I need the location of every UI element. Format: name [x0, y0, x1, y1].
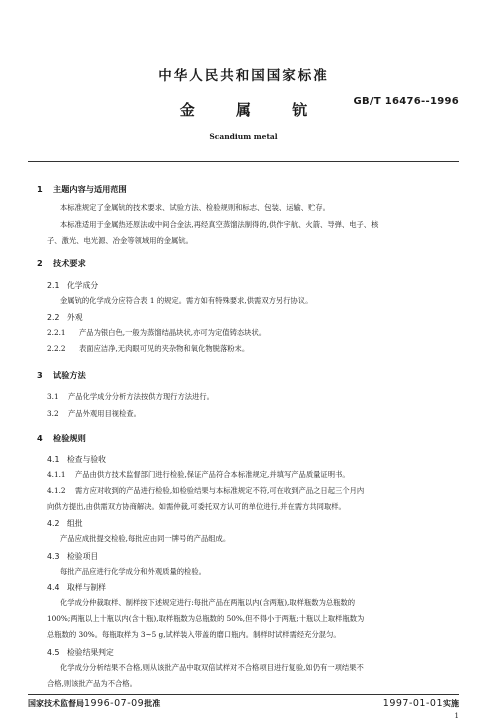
approving-authority: 国家技术监督局	[28, 699, 84, 708]
clause-number: 2.2.1	[47, 328, 66, 337]
subsection-4-5-heading	[47, 647, 114, 658]
approval-date: 1996-07-09	[84, 698, 145, 709]
clause-number: 3.1	[47, 392, 59, 401]
clause-text: 表面应洁净,无肉眼可见的夹杂物和氧化物脱落粉末。	[79, 344, 250, 353]
subsection-4-3-heading	[47, 551, 98, 562]
approval-label: 批准	[144, 699, 161, 708]
clause-number: 4.1.1	[47, 470, 66, 479]
subsection-title: 检查与验收	[67, 455, 106, 464]
implementation-date: 1997-01-01	[382, 698, 443, 709]
section-1-paragraph-2-line-1: 本标准适用于金属热还原法或中间合金法,再经真空蒸馏法制得的,供作宇航、火箭、导弹、电子、核	[60, 220, 379, 229]
section-number: 4	[37, 433, 43, 443]
subsection-title: 检验结果判定	[67, 648, 114, 657]
subsection-4-4-line-1: 化学成分仲裁取样、制样按下述规定进行:每批产品在两瓶以内(含两瓶),取样瓶数为总瓶数的	[60, 598, 356, 607]
standard-title-english: Scandium metal	[209, 132, 278, 141]
subsection-4-4-line-3: 总瓶数的 30%。每瓶取样为 3~5 g,试样装入带盖的磨口瓶内。制样时试样需经充分混匀。	[47, 630, 341, 639]
header-divider	[28, 161, 459, 162]
subsection-number: 2.1	[47, 281, 60, 290]
clause-text: 产品由供方技术监督部门进行检验,保证产品符合本标准规定,并填写产品质量证明书。	[75, 470, 350, 479]
subsection-4-5-line-1: 化学成分分析结果不合格,则从该批产品中取双倍试样对不合格项目进行复验,如仍有一项结果不	[60, 663, 364, 672]
subsection-title: 取样与制样	[67, 583, 106, 592]
section-number: 2	[37, 258, 43, 268]
subsection-2-1-text: 金属钪的化学成分应符合表 1 的规定。需方如有特殊要求,供需双方另行协议。	[60, 296, 313, 305]
subsection-title: 化学成分	[67, 281, 99, 290]
footer-divider	[28, 694, 459, 695]
section-1-heading	[37, 184, 127, 195]
section-3-heading	[37, 370, 86, 381]
clause-number: 4.1.2	[47, 486, 66, 495]
subsection-4-1-heading	[47, 454, 106, 465]
section-title: 检验规则	[53, 433, 86, 443]
clause-4-1-2-line-1	[47, 486, 364, 496]
clause-2-2-1	[47, 328, 266, 338]
subsection-number: 4.4	[47, 583, 60, 592]
clause-text: 需方应对收到的产品进行检验,如检验结果与本标准规定不符,可在收到产品之日起三个月内	[75, 486, 365, 495]
section-1-paragraph-2-line-2: 子、激光、电光源、冶金等领域用的金属钪。	[47, 236, 193, 245]
subsection-number: 4.2	[47, 519, 60, 528]
implementation-line	[383, 698, 459, 709]
clause-4-1-2-line-2: 向供方提出,由供需双方协商解决。如需仲裁,可委托双方认可的单位进行,并在需方共同取样。	[47, 502, 346, 511]
section-4-heading	[37, 433, 86, 444]
subsection-4-3-text: 每批产品应进行化学成分和外观质量的检验。	[60, 567, 206, 576]
subsection-4-4-line-2: 100%;两瓶以上十瓶以内(含十瓶),取样瓶数为总瓶数的 50%,但不得小于两瓶;十瓶以上取样瓶数为	[47, 614, 365, 623]
issuing-body-title: 中华人民共和国国家标准	[158, 68, 329, 84]
subsection-4-2-heading	[47, 518, 83, 529]
section-title: 试验方法	[53, 370, 86, 380]
subsection-number: 4.1	[47, 455, 60, 464]
subsection-title: 组批	[67, 519, 83, 528]
subsection-number: 4.5	[47, 648, 60, 657]
clause-4-1-1	[47, 470, 350, 480]
clause-text: 产品外观用目视检查。	[68, 409, 141, 418]
section-number: 3	[37, 370, 43, 380]
clause-2-2-2	[47, 344, 249, 354]
section-2-heading	[37, 258, 86, 269]
subsection-4-2-text: 产品应成批提交检验,每批应由同一牌号的产品组成。	[60, 534, 231, 543]
page-number: 1	[454, 712, 459, 720]
subsection-2-2-heading	[47, 312, 83, 323]
standard-number: GB/T 16476--1996	[353, 96, 459, 107]
section-title: 主题内容与适用范围	[53, 184, 127, 194]
subsection-4-5-line-2: 合格,则该批产品为不合格。	[47, 679, 137, 688]
clause-3-1	[47, 392, 214, 402]
subsection-number: 4.3	[47, 552, 60, 561]
subsection-4-4-heading	[47, 582, 106, 593]
clause-text: 产品为银白色,一般为蒸馏结晶块状,亦可为定值铸态块状。	[79, 328, 267, 337]
implementation-label: 实施	[443, 699, 459, 708]
clause-text: 产品化学成分分析方法按供方现行方法进行。	[68, 392, 214, 401]
subsection-title: 检验项目	[67, 552, 99, 561]
section-title: 技术要求	[53, 258, 86, 268]
subsection-2-1-heading	[47, 280, 98, 291]
approval-line	[28, 698, 160, 709]
clause-3-2	[47, 409, 141, 419]
standard-title: 金 属 钪	[179, 101, 326, 119]
section-1-paragraph-1: 本标准规定了金属钪的技术要求、试验方法、检验规则和标志、包装、运输、贮存。	[60, 203, 330, 212]
subsection-title: 外观	[67, 313, 83, 322]
section-number: 1	[37, 184, 43, 194]
clause-number: 3.2	[47, 409, 59, 418]
clause-number: 2.2.2	[47, 344, 66, 353]
subsection-number: 2.2	[47, 313, 60, 322]
